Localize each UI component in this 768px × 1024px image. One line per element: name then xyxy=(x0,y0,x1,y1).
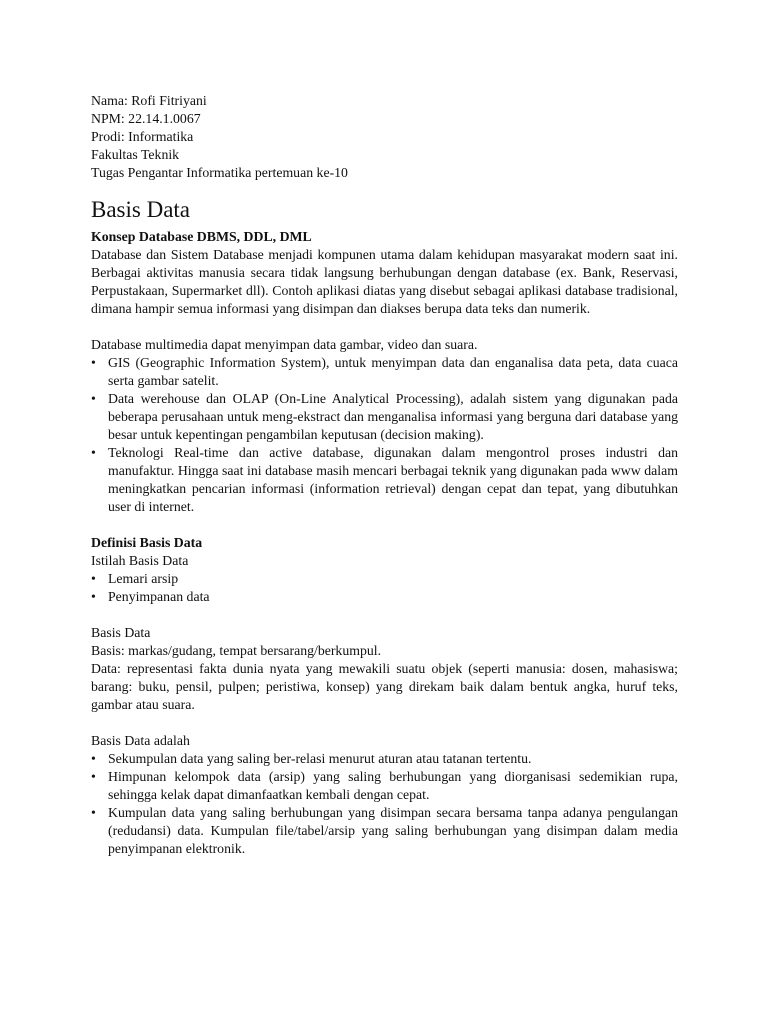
istilah-list xyxy=(91,570,678,606)
data-definition: Data: representasi fakta dunia nyata yang mewakili suatu objek (seperti manusia: dosen, mahasiswa; barang: buku, pensil, pulpen; peristiwa, konsep) yang direkam baik dalam bentuk angka, huruf teks, gambar atau suara. xyxy=(91,661,678,712)
list-item: • Himpunan kelompok data (arsip) yang saling berhubungan yang diorganisasi sedemikian rupa, sehingga kelak dapat dimanfaatkan kembali dengan cepat. xyxy=(91,768,678,804)
list-item: • Sekumpulan data yang saling ber-relasi menurut aturan atau tatanan tertentu. xyxy=(91,750,678,768)
faculty: Fakultas Teknik xyxy=(91,147,180,162)
multimedia-intro: Database multimedia dapat menyimpan data gambar, video dan suara. xyxy=(91,337,478,352)
adalah-label: Basis Data adalah xyxy=(91,733,190,748)
adalah-list xyxy=(91,750,678,858)
list-item: • Kumpulan data yang saling berhubungan yang disimpan secara bersama tanpa adanya pengulangan (redudansi) data. Kumpulan file/tabel/arsip yang saling berhubungan yang disimpan dalam media penyimpanan elektronik. xyxy=(91,804,678,858)
list-item: • Lemari arsip xyxy=(91,570,678,588)
section-heading-definisi: Definisi Basis Data xyxy=(91,535,203,550)
multimedia-list xyxy=(91,354,678,516)
list-item: • Data werehouse dan OLAP (On-Line Analytical Processing), adalah sistem yang digunakan pada beberapa perusahaan untuk meng-ekstract dan menganalisa informasi yang berguna dari database yang besar untuk kepentingan pengambilan keputusan (decision making). xyxy=(91,390,678,444)
basis-data-label: Basis Data xyxy=(91,625,151,640)
istilah-label: Istilah Basis Data xyxy=(91,553,189,568)
list-item: • Teknologi Real-time dan active database, digunakan dalam mengontrol proses industri dan manufaktur. Hingga saat ini database masih mencari berbagai teknik yang digunakan pada www dalam meningkatkan pencarian informasi (information retrieval) dengan cepat dan tepat, yang dibutuhkan user di internet. xyxy=(91,444,678,516)
author-name: Nama: Rofi Fitriyani xyxy=(91,93,207,108)
study-program: Prodi: Informatika xyxy=(91,129,194,144)
basis-definition: Basis: markas/gudang, tempat bersarang/berkumpul. xyxy=(91,643,382,658)
section-heading-konsep: Konsep Database DBMS, DDL, DML xyxy=(91,229,312,244)
document-title: Basis Data xyxy=(91,197,191,222)
author-info xyxy=(91,92,678,182)
list-item: • GIS (Geographic Information System), untuk menyimpan data dan enganalisa data peta, data cuaca serta gambar satelit. xyxy=(91,354,678,390)
assignment-title: Tugas Pengantar Informatika pertemuan ke-10 xyxy=(91,165,348,180)
document-content xyxy=(91,92,678,858)
student-id: NPM: 22.14.1.0067 xyxy=(91,111,201,126)
list-item: • Penyimpanan data xyxy=(91,588,678,606)
intro-paragraph: Database dan Sistem Database menjadi kompunen utama dalam kehidupan masyarakat modern saat ini. Berbagai aktivitas manusia secara tidak langsung berhubungan dengan database (ex. Bank, Reservasi, Perpustakaan, Supermarket dll). Contoh aplikasi diatas yang disebut sebagai aplikasi database tradisional, dimana hampir semua informasi yang disimpan dan diakses berupa data teks dan numerik. xyxy=(91,247,678,316)
